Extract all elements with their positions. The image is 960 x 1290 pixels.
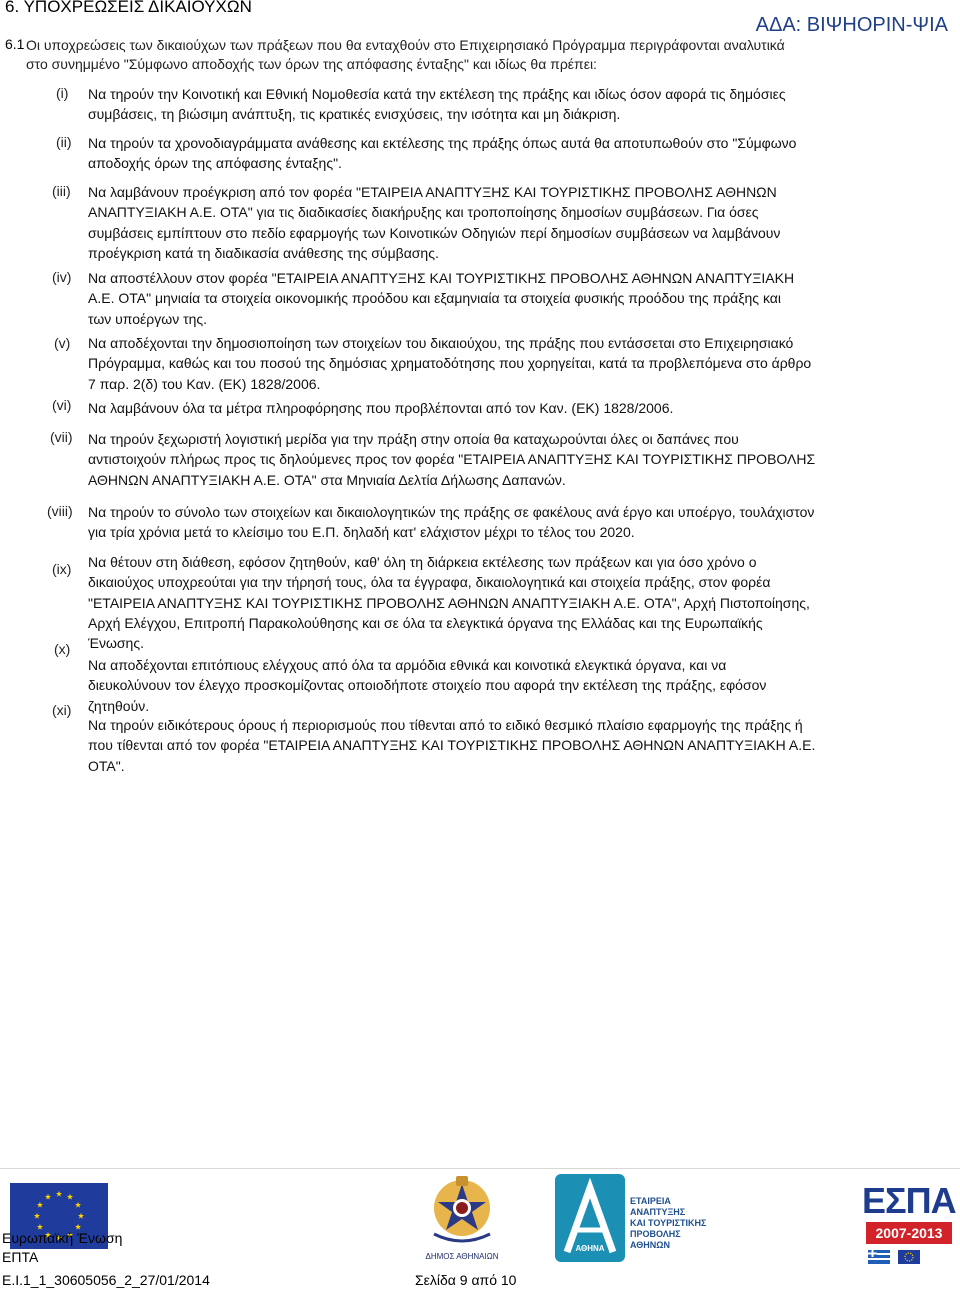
item-number: (ix) — [52, 561, 72, 577]
item-line: ΟΤΑ". — [88, 757, 125, 774]
item-line: ΑΘΗΝΩΝ ΑΝΑΠΤΥΞΙΑΚΗ Α.Ε. ΟΤΑ" στα Μηνιαία Δελτία Δήλωσης Δαπανών. — [88, 471, 566, 488]
etaireia-line: ΚΑΙ ΤΟΥΡΙΣΤΙΚΗΣ — [630, 1218, 707, 1228]
item-number: (vi) — [52, 397, 72, 413]
item-line: Να αποστέλλουν στον φορέα "ΕΤΑΙΡΕΙΑ ΑΝΑΠΤΥΞΗΣ ΚΑΙ ΤΟΥΡΙΣΤΙΚΗΣ ΠΡΟΒΟΛΗΣ ΑΘΗΝΩΝ ΑΝΑΠΤΥΞΙΑΚΗ — [88, 270, 795, 286]
item-line: ΑΝΑΠΤΥΞΙΑΚΗ Α.Ε. ΟΤΑ" για τις διαδικασίες διακήρυξης και τροποποίησης δημοσίων συμβάσεων. Για όσες — [88, 204, 759, 221]
espa-logo — [862, 1180, 954, 1266]
item-line: Πρόγραμμα, καθώς και του ποσού της δημόσιας χρηματοδότησης που χορηγείται, κατά τα προβλεπόμενα στο άρθρο — [88, 355, 812, 372]
item-line: αποδοχής όρων της απόφασης ένταξης". — [88, 155, 342, 172]
etaireia-logo-text — [630, 1196, 706, 1251]
item-line: Να αποδέχονται την δημοσιοποίηση των στοιχείων του δικαιούχου, της πράξης που εντάσσεται στο Επιχειρησιακό — [88, 335, 794, 351]
item-text — [88, 398, 673, 418]
item-text — [88, 333, 811, 394]
item-line: Να τηρούν τα χρονοδιαγράμματα ανάθεσης και εκτέλεσης της πράξης όπως αυτά θα αποτυπωθούν στο "Σύμφωνο — [88, 135, 797, 151]
dimos-label: ΔΗΜΟΣ ΑΘΗΝΑΙΩΝ — [425, 1252, 499, 1261]
footer-divider — [0, 1168, 960, 1169]
item-line: Να τηρούν ειδικότερους όρους ή περιορισμούς που τίθενται από το ειδικό θεσμικό πλαίσιο εφαρμογής της πράξης ή — [88, 717, 803, 733]
espa-years-band — [866, 1222, 952, 1244]
item-line: Ένωσης. — [88, 635, 144, 652]
item-line: ζητηθούν. — [88, 697, 150, 714]
etaireia-line: ΑΝΑΠΤΥΞΗΣ — [630, 1207, 686, 1217]
item-line: Α.Ε. ΟΤΑ" μηνιαία τα στοιχεία οικονομικής προόδου και εξαμηνιαία τα στοιχεία φυσικής προόδου της πράξης και — [88, 290, 781, 307]
item-line: Να τηρούν την Κοινοτική και Εθνική Νομοθεσία κατά την εκτέλεση της πράξης και ιδίως όσον αφορά τις δημόσιες — [88, 86, 786, 102]
item-line: συμβάσεις εμπίπτουν στο πεδίο εφαρμογής των Κοινοτικών Οδηγιών περί δημοσίων συμβάσεων να λαμβάνουν — [88, 224, 781, 241]
item-line: διευκολύνουν τον έλεγχο προσκομίζοντας οποιοδήποτε στοιχείο που αφορά την εκτέλεση της πράξης, εφόσον — [88, 677, 767, 694]
item-number: (ii) — [56, 134, 72, 150]
intro-line: Οι υποχρεώσεις των δικαιούχων των πράξεων που θα ενταχθούν στο Επιχειρησιακό Πρόγραμμα περιγράφονται αναλυτικά — [26, 37, 785, 53]
item-line: προέγκριση κατά τη διαδικασία ανάθεσης της σύμβασης. — [88, 244, 439, 261]
item-text — [88, 552, 810, 653]
intro-line: στο συνημμένο "Σύμφωνο αποδοχής των όρων της απόφασης ένταξης" και ιδίως θα πρέπει: — [26, 56, 597, 72]
item-line: που τίθενται από τον φορέα "ΕΤΑΙΡΕΙΑ ΑΝΑΠΤΥΞΗΣ ΚΑΙ ΤΟΥΡΙΣΤΙΚΗΣ ΠΡΟΒΟΛΗΣ ΑΘΗΝΩΝ ΑΝΑΠΤΥΞΙΑΚΗ Α.Ε. — [88, 737, 816, 754]
item-text — [88, 182, 780, 263]
etaireia-line: ΑΘΗΝΩΝ — [630, 1240, 670, 1250]
item-text — [88, 133, 796, 174]
section-title: 6. ΥΠΟΧΡΕΩΣΕΙΣ ΔΙΚΑΙΟΥΧΩΝ — [5, 0, 252, 16]
document-code: Ε.Ι.1_1_30605056_2_27/01/2014 — [2, 1272, 210, 1288]
item-number: (i) — [56, 85, 69, 101]
dimos-athinaion-logo — [412, 1172, 512, 1264]
etaireia-line: ΠΡΟΒΟΛΗΣ — [630, 1229, 681, 1239]
page-number: Σελίδα 9 από 10 — [415, 1272, 517, 1288]
item-number: (iv) — [52, 269, 72, 285]
item-line: Να λαμβάνουν όλα τα μέτρα πληροφόρησης που προβλέπονται από τον Καν. (ΕΚ) 1828/2006. — [88, 400, 674, 416]
etaireia-line: ΕΤΑΙΡΕΙΑ — [630, 1196, 671, 1206]
flags-icon — [868, 1250, 950, 1264]
item-line: αντιστοιχούν πλήρως προς τις δηλούμενες προς τον φορέα "ΕΤΑΙΡΕΙΑ ΑΝΑΠΤΥΞΗΣ ΚΑΙ ΤΟΥΡΙΣΤΙΚΗΣ ΠΡΟΒΟΛΗΣ — [88, 451, 816, 468]
espa-logo-word: ΕΣΠΑ — [862, 1180, 956, 1221]
ada-code: ΑΔΑ: ΒΙΨΗΟΡΙΝ-ΨΙΑ — [755, 14, 948, 36]
item-text — [88, 502, 814, 543]
item-line: δικαιούχος υποχρεούται για την τήρησή τους, όλα τα έγγραφα, δικαιολογητικά και στοιχεία πράξης, στον φορέα — [88, 574, 771, 591]
item-line: Να τηρούν ξεχωριστή λογιστική μερίδα για την πράξη στην οποία θα καταχωρούνται όλες οι δαπάνες που — [88, 431, 739, 447]
espa-label: ΕΠΤΑ — [2, 1249, 39, 1265]
intro-paragraph — [26, 36, 956, 74]
item-line: Να αποδέχονται επιτόπιους ελέγχους από όλα τα αρμόδια εθνικά και κοινοτικά ελεγκτικά όργανα, και να — [88, 657, 727, 673]
item-line: για τρία χρόνια μετά το κλείσιμο του Ε.Π. δηλαδή κατ' ελάχιστον μέχρι το τέλος του 2020. — [88, 524, 635, 541]
item-text — [88, 268, 794, 329]
intro-number: 6.1 — [5, 36, 25, 52]
espa-logo-years: 2007-2013 — [875, 1225, 943, 1241]
item-text — [88, 655, 766, 716]
item-number: (x) — [54, 641, 71, 657]
athina-logo — [555, 1174, 625, 1262]
item-line: Να θέτουν στη διάθεση, εφόσον ζητηθούν, καθ' όλη τη διάρκεια εκτέλεσης των πράξεων και για όσο χρόνο ο — [88, 554, 757, 570]
item-line: "ΕΤΑΙΡΕΙΑ ΑΝΑΠΤΥΞΗΣ ΚΑΙ ΤΟΥΡΙΣΤΙΚΗΣ ΠΡΟΒΟΛΗΣ ΑΘΗΝΩΝ ΑΝΑΠΤΥΞΙΑΚΗ Α.Ε. ΟΤΑ", Αρχή Πιστοποίησης, — [88, 594, 810, 611]
item-text — [88, 715, 815, 776]
item-text — [88, 84, 786, 125]
item-text — [88, 429, 815, 490]
item-number: (iii) — [52, 183, 71, 199]
item-line: Να λαμβάνουν προέγκριση από τον φορέα "ΕΤΑΙΡΕΙΑ ΑΝΑΠΤΥΞΗΣ ΚΑΙ ΤΟΥΡΙΣΤΙΚΗΣ ΠΡΟΒΟΛΗΣ ΑΘΗΝΩΝ — [88, 184, 777, 200]
item-line: 7 παρ. 2(δ) του Καν. (ΕΚ) 1828/2006. — [88, 375, 321, 392]
item-line: των υποέργων της. — [88, 310, 208, 327]
athina-logo-word: ΑΘΗΝΑ — [575, 1244, 605, 1253]
item-line: συμβάσεις, τη βιώσιμη ανάπτυξη, τις κρατικές ενισχύσεις, την ισότητα και μη διάκριση. — [88, 106, 621, 123]
item-line: Να τηρούν το σύνολο των στοιχείων και δικαιολογητικών της πράξης σε φακέλους ανά έργο και υποέργο, τουλάχιστον — [88, 504, 815, 520]
item-line: Αρχή Ελέγχου, Επιτροπή Παρακολούθησης και σε όλα τα ελεγκτικά όργανα της Ελλάδας και της Ευρωπαϊκής — [88, 614, 763, 631]
item-number: (xi) — [52, 702, 72, 718]
coat-of-arms-icon — [412, 1172, 512, 1252]
item-number: (viii) — [47, 503, 73, 519]
eu-label: Ευρωπαϊκή Ένωση — [2, 1230, 123, 1246]
item-number: (vii) — [50, 429, 73, 445]
item-number: (v) — [54, 335, 71, 351]
